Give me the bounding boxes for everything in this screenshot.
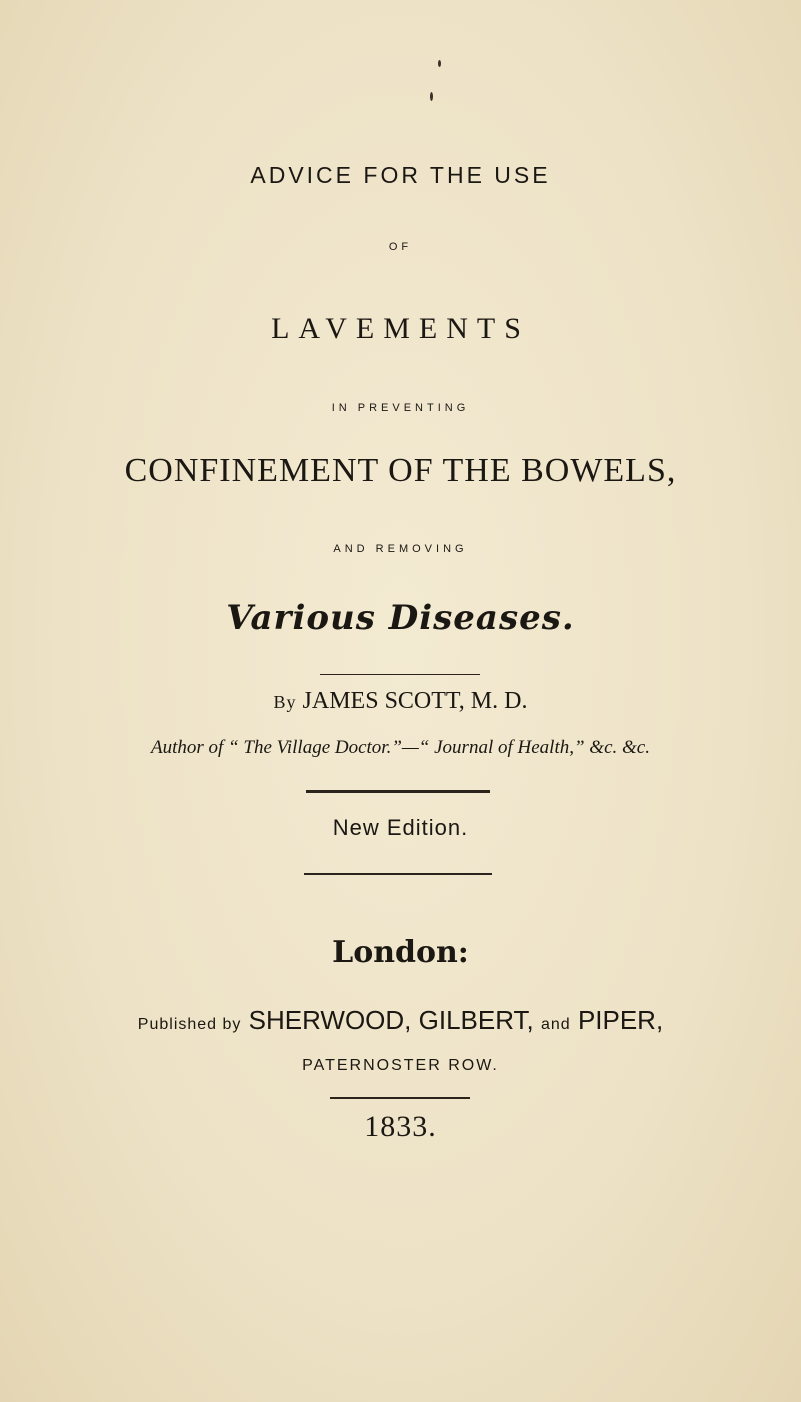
published-by: Published by bbox=[137, 1016, 242, 1033]
by-prefix: By bbox=[273, 692, 297, 712]
imprint-city: London: bbox=[332, 935, 469, 970]
title-line-removing: AND REMOVING bbox=[333, 543, 468, 555]
author-line bbox=[0, 688, 801, 715]
title-line-advice: ADVICE FOR THE USE bbox=[250, 162, 551, 188]
divider-rule bbox=[320, 674, 480, 675]
divider-rule bbox=[330, 1097, 470, 1099]
edition-note: New Edition. bbox=[332, 815, 469, 840]
imprint-address: PATERNOSTER ROW. bbox=[302, 1057, 499, 1074]
title-line-lavements: LAVEMENTS bbox=[271, 312, 530, 345]
ink-speck bbox=[438, 60, 441, 67]
divider-rule bbox=[306, 790, 490, 793]
publisher-names: SHERWOOD, GILBERT, bbox=[248, 1005, 534, 1035]
author-works: Author of “ The Village Doctor.”—“ Journal of Health,” &c. &c. bbox=[151, 737, 650, 758]
title-line-preventing: IN PREVENTING bbox=[331, 402, 470, 414]
imprint-year: 1833. bbox=[364, 1110, 437, 1143]
imprint-publisher bbox=[0, 1005, 801, 1036]
divider-rule bbox=[304, 873, 492, 875]
title-line-of: OF bbox=[388, 241, 413, 253]
author-name: JAMES SCOTT, M. D. bbox=[302, 688, 528, 714]
publisher-name-last: PIPER, bbox=[577, 1005, 664, 1035]
title-line-confinement: CONFINEMENT OF THE BOWELS, bbox=[124, 452, 677, 489]
publisher-and: and bbox=[541, 1016, 571, 1033]
title-line-various-diseases: Various Diseases. bbox=[226, 598, 575, 638]
ink-speck bbox=[430, 92, 433, 101]
